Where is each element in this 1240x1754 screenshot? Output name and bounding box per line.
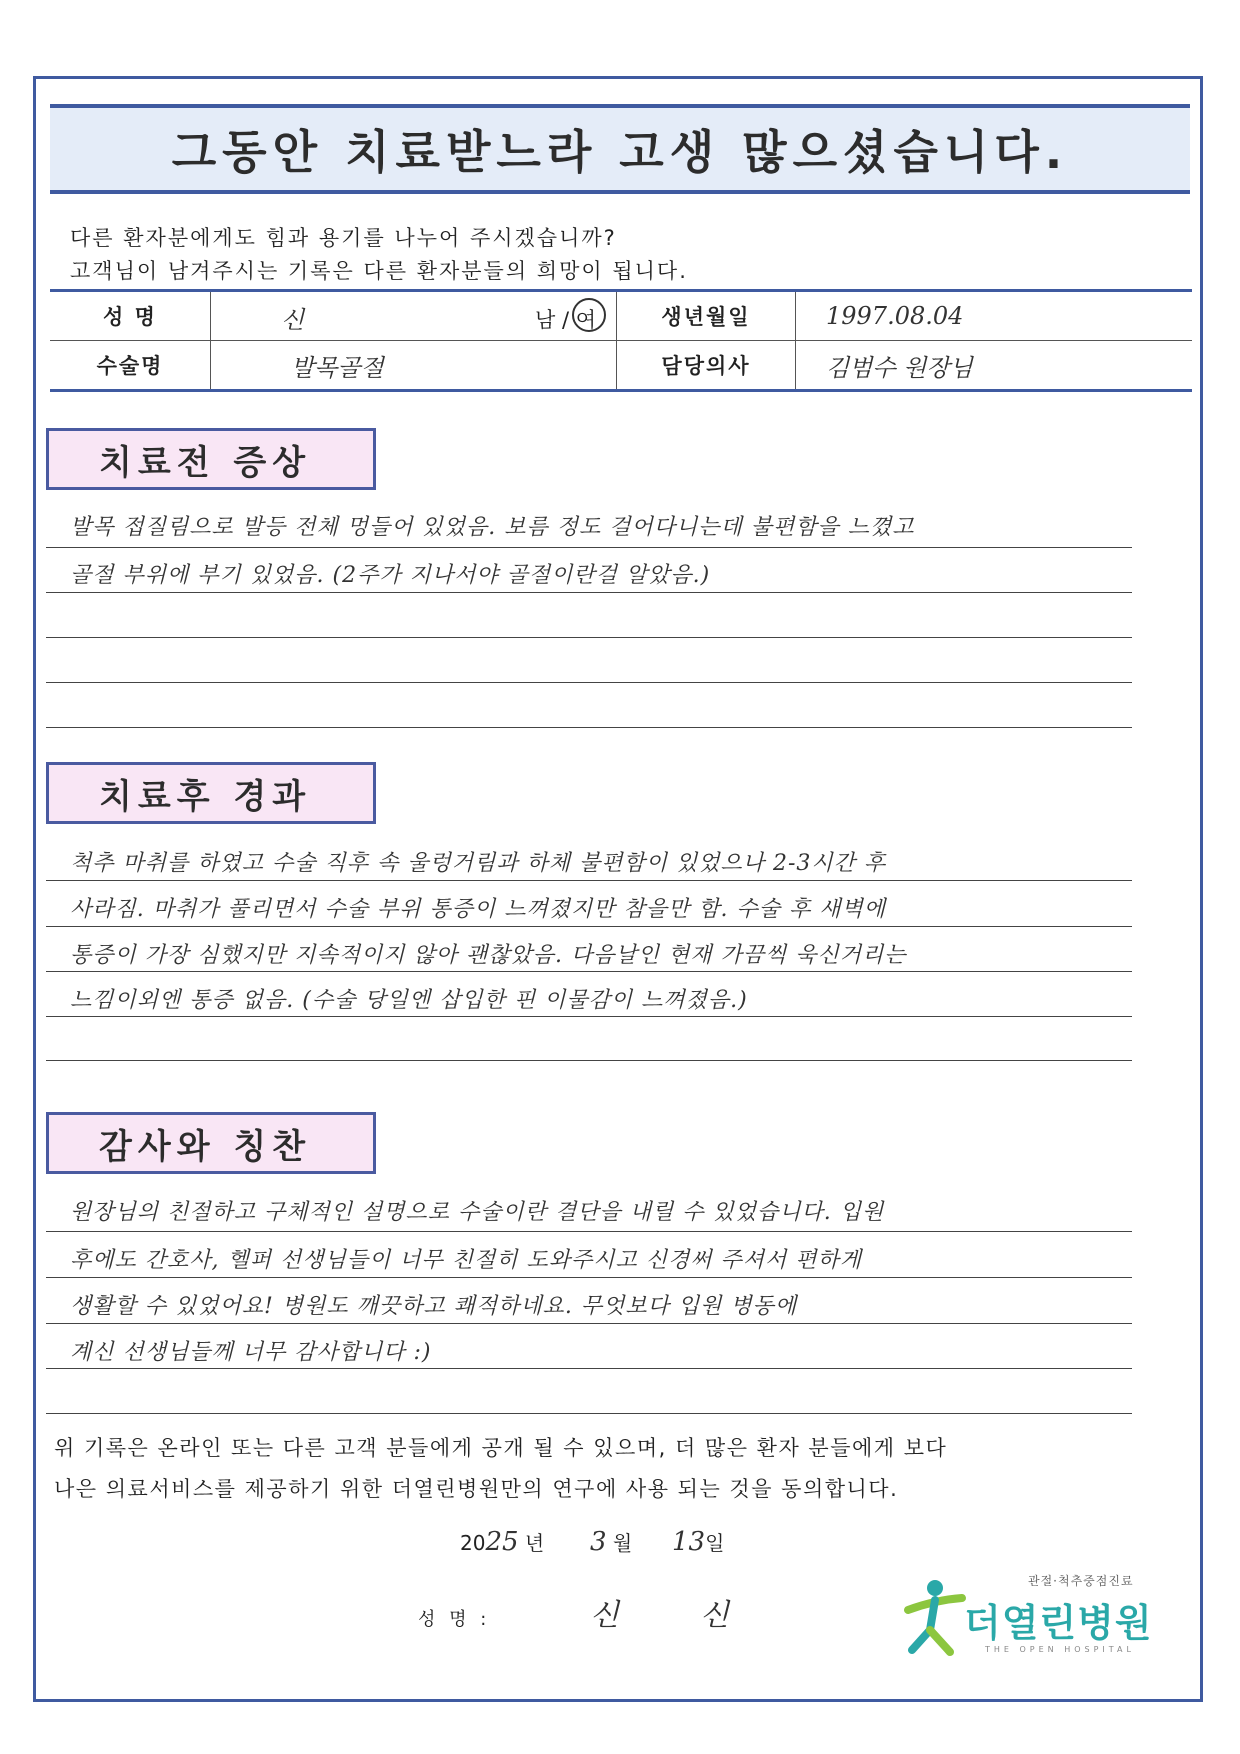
thanks-line-4: 계신 선생님들께 너무 감사합니다 :) [70,1340,432,1365]
surgery-cell [211,341,617,391]
date-month-value: 3 [590,1527,607,1557]
date-year-unit: 년 [524,1531,545,1555]
date-day-value: 13 [672,1527,706,1557]
thanks-line-2: 후에도 간호사, 헬퍼 선생님들이 너무 친절히 도와주시고 신경써 주셔서 편하게 [70,1248,862,1273]
thanks-rule-1 [46,1231,1132,1232]
thanks-rule-2 [46,1277,1132,1278]
gender-circle-mark [572,298,606,332]
date-month [590,1527,632,1557]
date-day-unit: 일 [705,1531,725,1555]
before-rule-5 [46,727,1132,728]
intro-line-1: 다른 환자분에게도 힘과 용기를 나누어 주시겠습니까? [70,226,617,250]
date-year-value: 25 [485,1527,519,1557]
patient-info-table [50,289,1192,392]
before-line-2: 골절 부위에 부기 있었음. (2주가 지나서야 골절이란걸 알았음.) [70,563,711,588]
consent-line-1: 위 기록은 온라인 또는 다른 고객 분들에게 공개 될 수 있으며, 더 많은 환자 분들에게 보다 [54,1436,948,1460]
date-century: 20 [460,1531,486,1555]
logo-figure-icon [900,1570,970,1660]
before-rule-3 [46,637,1132,638]
surgery-value: 발목골절 [291,353,384,382]
signature-label: 성 명 : [418,1609,491,1630]
name-label: 성 명 [50,291,211,341]
before-rule-1 [46,547,1132,548]
after-line-4: 느낌이외엔 통증 없음. (수술 당일엔 삽입한 핀 이물감이 느껴졌음.) [70,988,748,1013]
thanks-rule-5 [46,1413,1132,1414]
date-month-unit: 월 [612,1531,633,1555]
after-rule-1 [46,880,1132,881]
signature-handwritten: 신 [700,1598,729,1633]
after-rule-2 [46,926,1132,927]
title-banner [50,104,1190,194]
after-line-3: 통증이 가장 심했지만 지속적이지 않아 괜찮았음. 다음날인 현재 가끔씩 욱신거리는 [70,943,907,968]
thanks-rule-3 [46,1323,1132,1324]
birth-label: 생년월일 [617,291,796,341]
thanks-line-1: 원장님의 친절하고 구체적인 설명으로 수술이란 결단을 내릴 수 있었습니다. 입원 [70,1200,885,1225]
signature-name: 신 [590,1598,619,1633]
name-value: 신 [281,306,305,334]
after-rule-4 [46,1016,1132,1017]
after-line-1: 척추 마취를 하였고 수술 직후 속 울렁거림과 하체 불편함이 있었으나 2-3시간 후 [70,851,887,876]
logo-english: THE OPEN HOSPITAL [985,1645,1135,1654]
section-label-thanks: 감사와 칭찬 [46,1112,376,1174]
logo-subtitle: 관절·척추중점진료 [1028,1574,1134,1588]
section-label-after: 치료후 경과 [46,762,376,824]
doctor-value: 김범수 원장님 [826,353,973,382]
birth-value: 1997.08.04 [826,302,964,330]
section-label-before: 치료전 증상 [46,428,376,490]
before-line-1: 발목 접질림으로 발등 전체 멍들어 있었음. 보름 정도 걸어다니는데 불편함을 느꼈고 [70,515,915,540]
logo-name: 더열린병원 [964,1601,1153,1645]
before-rule-4 [46,682,1132,683]
surgery-label: 수술명 [50,341,211,391]
doctor-cell [796,341,1193,391]
doctor-label: 담당의사 [617,341,796,391]
intro-line-2: 고객님이 남겨주시는 기록은 다른 환자분들의 희망이 됩니다. [70,259,688,283]
date-day [672,1527,724,1557]
before-rule-2 [46,592,1132,593]
after-rule-5 [46,1060,1132,1061]
consent-line-2: 나은 의료서비스를 제공하기 위한 더열린병원만의 연구에 사용 되는 것을 동의합니다. [54,1477,899,1501]
after-rule-3 [46,971,1132,972]
after-line-2: 사라짐. 마취가 풀리면서 수술 부위 통증이 느껴졌지만 참을만 함. 수술 후 새벽에 [70,897,886,922]
page-title: 그동안 치료받느라 고생 많으셨습니다. [171,125,1069,179]
date-year [460,1527,544,1557]
name-cell [211,291,617,341]
gender-option: 남 / 여 [535,308,596,332]
thanks-line-3: 생활할 수 있었어요! 병원도 깨끗하고 쾌적하네요. 무엇보다 입원 병동에 [70,1294,798,1319]
birth-cell [796,291,1193,341]
thanks-rule-4 [46,1368,1132,1369]
